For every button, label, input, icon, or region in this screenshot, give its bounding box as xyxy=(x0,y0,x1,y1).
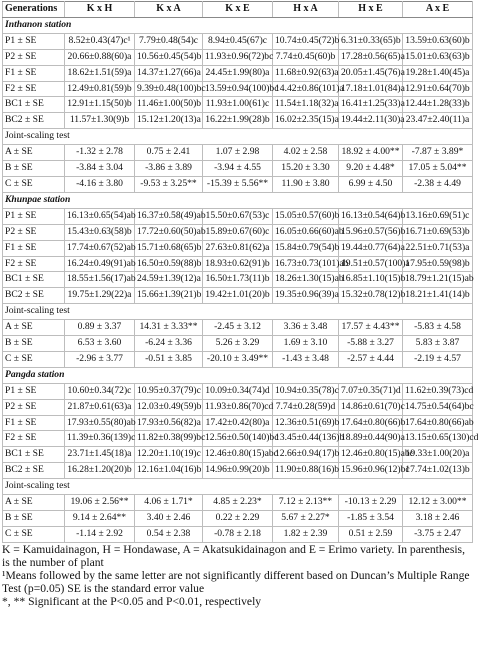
generation-label: BC1 ± SE xyxy=(3,97,65,113)
value-cell: 14.31 ± 3.33** xyxy=(135,320,203,336)
value-cell: 12.66±0.94(17)b xyxy=(273,447,339,463)
table-row xyxy=(3,511,473,527)
value-cell: 18.21±1.41(14)b xyxy=(403,288,473,304)
value-cell: 15.66±1.39(21)b xyxy=(135,288,203,304)
value-cell: 12.91±1.15(50)b xyxy=(65,97,135,113)
value-cell: -0.51 ± 3.85 xyxy=(135,351,203,367)
value-cell: 14.75±0.54(64)bc xyxy=(403,399,473,415)
table-row xyxy=(3,272,473,288)
value-cell: 10.95±0.37(79)c xyxy=(135,383,203,399)
value-cell: 19.44±0.77(64)a xyxy=(339,240,403,256)
generation-label: P2 ± SE xyxy=(3,224,65,240)
value-cell: 12.20±1.10(19)c xyxy=(135,447,203,463)
value-cell: 12.44±1.28(33)b xyxy=(403,97,473,113)
value-cell: 17.57 ± 4.43** xyxy=(339,320,403,336)
value-cell: 11.82±0.38(99)bc xyxy=(135,431,203,447)
table-row xyxy=(3,33,473,49)
footnote-duncan: ¹Means followed by the same letter are not significantly different based on Duncan’s Multiple Range Test (p=0.05) SE is the standard error value xyxy=(2,568,470,595)
value-cell: 14.96±0.99(20)b xyxy=(203,463,273,479)
value-cell: 10.56±0.45(54)b xyxy=(135,49,203,65)
table-row xyxy=(3,113,473,129)
value-cell: 13.59±0.94(100)bc xyxy=(203,81,273,97)
value-cell: 22.51±0.71(53)a xyxy=(403,240,473,256)
joint-scaling-heading: Joint-scaling test xyxy=(3,304,473,320)
value-cell: 12.56±0.50(140)bc xyxy=(203,431,273,447)
value-cell: 23.71±1.45(18)a xyxy=(65,447,135,463)
value-cell: 16.50±0.59(88)b xyxy=(135,256,203,272)
value-cell: 24.45±1.99(80)a xyxy=(203,65,273,81)
column-header: K x E xyxy=(203,2,273,18)
value-cell: -2.57 ± 4.44 xyxy=(339,351,403,367)
value-cell: 11.93±0.86(70)cd xyxy=(203,399,273,415)
generation-label: P2 ± SE xyxy=(3,399,65,415)
value-cell: -3.75 ± 2.47 xyxy=(403,526,473,542)
column-header: K x A xyxy=(135,2,203,18)
generation-label: BC2 ± SE xyxy=(3,288,65,304)
value-cell: 17.93±0.55(80)ab xyxy=(65,415,135,431)
station-title: Inthanon station xyxy=(3,17,473,33)
value-cell: 12.12 ± 3.00** xyxy=(403,495,473,511)
parameter-label: B ± SE xyxy=(3,336,65,352)
table-row xyxy=(3,145,473,161)
table-row xyxy=(3,447,473,463)
value-cell: 16.85±1.10(15)b xyxy=(339,272,403,288)
value-cell: -2.96 ± 3.77 xyxy=(65,351,135,367)
value-cell: 15.96±0.96(12)bc xyxy=(339,463,403,479)
table-row xyxy=(3,81,473,97)
table-row xyxy=(3,463,473,479)
value-cell: 12.16±1.04(16)b xyxy=(135,463,203,479)
value-cell: 5.67 ± 2.27* xyxy=(273,511,339,527)
value-cell: -1.32 ± 2.78 xyxy=(65,145,135,161)
value-cell: 21.87±0.61(63)a xyxy=(65,399,135,415)
footnote-abbreviations: K = Kamuidainagon, H = Hondawase, A = Akatsukidainagon and E = Erimo variety. In parenthesis, is the number of plant xyxy=(2,542,465,569)
value-cell: -10.13 ± 2.29 xyxy=(339,495,403,511)
value-cell: 15.71±0.68(65)b xyxy=(135,240,203,256)
value-cell: 6.31±0.33(65)b xyxy=(339,33,403,49)
value-cell: 15.50±0.67(53)c xyxy=(203,208,273,224)
value-cell: 15.12±1.20(13)a xyxy=(135,113,203,129)
value-cell: 20.66±0.88(60)a xyxy=(65,49,135,65)
value-cell: -1.43 ± 3.48 xyxy=(273,351,339,367)
generation-label: F1 ± SE xyxy=(3,415,65,431)
parameter-label: A ± SE xyxy=(3,145,65,161)
station-row xyxy=(3,17,473,33)
value-cell: 17.64±0.80(66)ab xyxy=(403,415,473,431)
value-cell: 16.13±0.65(54)ab xyxy=(65,208,135,224)
column-header: H x E xyxy=(339,2,403,18)
value-cell: 10.60±0.34(72)c xyxy=(65,383,135,399)
column-header: A x E xyxy=(403,2,473,18)
value-cell: 11.93±1.00(61)c xyxy=(203,97,273,113)
table-row xyxy=(3,240,473,256)
value-cell: 14.37±1.27(66)a xyxy=(135,65,203,81)
station-title: Khunpae station xyxy=(3,192,473,208)
header-row xyxy=(3,2,473,18)
results-table xyxy=(2,1,478,543)
value-cell: 15.32±0.78(12)b xyxy=(339,288,403,304)
generation-label: F2 ± SE xyxy=(3,431,65,447)
parameter-label: A ± SE xyxy=(3,320,65,336)
table-row xyxy=(3,431,473,447)
table-row xyxy=(3,97,473,113)
table-notes xyxy=(2,543,472,608)
value-cell: 19.75±1.29(22)a xyxy=(65,288,135,304)
value-cell: 19.42±1.01(20)b xyxy=(203,288,273,304)
value-cell: 4.85 ± 2.23* xyxy=(203,495,273,511)
generation-label: P2 ± SE xyxy=(3,49,65,65)
value-cell: -3.84 ± 3.04 xyxy=(65,161,135,177)
value-cell: -5.83 ± 4.58 xyxy=(403,320,473,336)
value-cell: 0.75 ± 2.41 xyxy=(135,145,203,161)
value-cell: 16.22±1.99(28)b xyxy=(203,113,273,129)
generation-label: P1 ± SE xyxy=(3,33,65,49)
table-row xyxy=(3,495,473,511)
joint-scaling-row xyxy=(3,479,473,495)
table-body xyxy=(3,17,478,542)
value-cell: 4.06 ± 1.71* xyxy=(135,495,203,511)
value-cell: 0.54 ± 2.38 xyxy=(135,526,203,542)
value-cell: 15.20 ± 3.30 xyxy=(273,161,339,177)
value-cell: 7.07±0.35(71)d xyxy=(339,383,403,399)
value-cell: 17.42±0.42(80)a xyxy=(203,415,273,431)
generation-label: F2 ± SE xyxy=(3,81,65,97)
table-row xyxy=(3,415,473,431)
value-cell: 3.18 ± 2.46 xyxy=(403,511,473,527)
value-cell: 10.74±0.45(72)b xyxy=(273,33,339,49)
value-cell: 17.74±1.02(13)b xyxy=(403,463,473,479)
value-cell: 1.07 ± 2.98 xyxy=(203,145,273,161)
joint-scaling-heading: Joint-scaling test xyxy=(3,129,473,145)
table-row xyxy=(3,176,473,192)
value-cell: 13.16±0.69(51)c xyxy=(403,208,473,224)
table-row xyxy=(3,526,473,542)
value-cell: 18.79±1.21(15)ab xyxy=(403,272,473,288)
value-cell: -2.45 ± 3.12 xyxy=(203,320,273,336)
value-cell: 3.36 ± 3.48 xyxy=(273,320,339,336)
parameter-label: C ± SE xyxy=(3,351,65,367)
generation-label: F2 ± SE xyxy=(3,256,65,272)
value-cell: 12.46±0.80(15)abc xyxy=(203,447,273,463)
value-cell: 16.24±0.49(91)ab xyxy=(65,256,135,272)
generation-label: F1 ± SE xyxy=(3,65,65,81)
parameter-label: A ± SE xyxy=(3,495,65,511)
generation-label: F1 ± SE xyxy=(3,240,65,256)
table-row xyxy=(3,49,473,65)
value-cell: -9.53 ± 3.25** xyxy=(135,176,203,192)
value-cell: 9.14 ± 2.64** xyxy=(65,511,135,527)
station-title: Pangda station xyxy=(3,367,473,383)
value-cell: 11.62±0.39(73)cd xyxy=(403,383,473,399)
value-cell: 19.06 ± 2.56** xyxy=(65,495,135,511)
generation-label: BC1 ± SE xyxy=(3,447,65,463)
value-cell: 16.50±1.73(11)b xyxy=(203,272,273,288)
value-cell: 0.22 ± 2.29 xyxy=(203,511,273,527)
value-cell: 17.93±0.56(82)a xyxy=(135,415,203,431)
value-cell: -2.19 ± 4.57 xyxy=(403,351,473,367)
value-cell: 11.90 ± 3.80 xyxy=(273,176,339,192)
table-row xyxy=(3,288,473,304)
value-cell: 16.41±1.25(33)a xyxy=(339,97,403,113)
value-cell: -1.14 ± 2.92 xyxy=(65,526,135,542)
generation-label: BC2 ± SE xyxy=(3,463,65,479)
value-cell: 18.62±1.51(59)a xyxy=(65,65,135,81)
value-cell: -4.16 ± 3.80 xyxy=(65,176,135,192)
value-cell: 8.94±0.45(67)c xyxy=(203,33,273,49)
generation-label: BC2 ± SE xyxy=(3,113,65,129)
value-cell: 18.92 ± 4.00** xyxy=(339,145,403,161)
value-cell: 11.54±1.18(32)a xyxy=(273,97,339,113)
table-row xyxy=(3,351,473,367)
value-cell: 15.05±0.57(60)b xyxy=(273,208,339,224)
value-cell: 16.13±0.54(64)b xyxy=(339,208,403,224)
value-cell: -3.86 ± 3.89 xyxy=(135,161,203,177)
value-cell: -1.85 ± 3.54 xyxy=(339,511,403,527)
value-cell: -20.10 ± 3.49** xyxy=(203,351,273,367)
station-row xyxy=(3,367,473,383)
parameter-label: C ± SE xyxy=(3,526,65,542)
table-row xyxy=(3,161,473,177)
value-cell: 23.47±2.40(11)a xyxy=(403,113,473,129)
value-cell: 15.01±0.63(63)b xyxy=(403,49,473,65)
value-cell: 19.33±1.00(20)a xyxy=(403,447,473,463)
value-cell: 7.74±0.45(60)b xyxy=(273,49,339,65)
value-cell: 15.89±0.67(60)c xyxy=(203,224,273,240)
value-cell: -3.94 ± 4.55 xyxy=(203,161,273,177)
table-row xyxy=(3,399,473,415)
value-cell: 18.26±1.30(15)ab xyxy=(273,272,339,288)
value-cell: 18.93±0.62(91)b xyxy=(203,256,273,272)
value-cell: 19.51±0.57(100)a xyxy=(339,256,403,272)
value-cell: 16.02±2.35(15)a xyxy=(273,113,339,129)
value-cell: 13.15±0.65(130)cd xyxy=(403,431,473,447)
value-cell: 15.43±0.63(58)b xyxy=(65,224,135,240)
value-cell: 16.71±0.69(53)b xyxy=(403,224,473,240)
value-cell: 20.05±1.45(76)a xyxy=(339,65,403,81)
generation-label: P1 ± SE xyxy=(3,208,65,224)
value-cell: 13.45±0.44(136)b xyxy=(273,431,339,447)
value-cell: 1.82 ± 2.39 xyxy=(273,526,339,542)
value-cell: 6.53 ± 3.60 xyxy=(65,336,135,352)
value-cell: 12.03±0.49(59)b xyxy=(135,399,203,415)
value-cell: 11.57±1.30(9)b xyxy=(65,113,135,129)
value-cell: -2.38 ± 4.49 xyxy=(403,176,473,192)
value-cell: 12.36±0.51(69)b xyxy=(273,415,339,431)
value-cell: 7.79±0.48(54)c xyxy=(135,33,203,49)
value-cell: 17.05 ± 5.04** xyxy=(403,161,473,177)
value-cell: 9.20 ± 4.48* xyxy=(339,161,403,177)
value-cell: 12.46±0.80(15)abc xyxy=(339,447,403,463)
value-cell: 12.49±0.81(59)b xyxy=(65,81,135,97)
value-cell: 10.94±0.35(78)c xyxy=(273,383,339,399)
value-cell: 11.39±0.36(139)c xyxy=(65,431,135,447)
value-cell: 12.91±0.64(70)b xyxy=(403,81,473,97)
value-cell: 11.46±1.00(50)b xyxy=(135,97,203,113)
table-row xyxy=(3,208,473,224)
value-cell: 18.55±1.56(17)ab xyxy=(65,272,135,288)
value-cell: -0.78 ± 2.18 xyxy=(203,526,273,542)
value-cell: 7.74±0.28(59)d xyxy=(273,399,339,415)
footnote-significance: *, ** Significant at the P<0.05 and P<0.01, respectively xyxy=(2,594,262,608)
value-cell: 4.02 ± 2.58 xyxy=(273,145,339,161)
value-cell: 16.05±0.66(60)ab xyxy=(273,224,339,240)
value-cell: 17.28±0.56(65)a xyxy=(339,49,403,65)
generation-label: BC1 ± SE xyxy=(3,272,65,288)
value-cell: -15.39 ± 5.56** xyxy=(203,176,273,192)
value-cell: 24.59±1.39(12)a xyxy=(135,272,203,288)
value-cell: 19.35±0.96(39)a xyxy=(273,288,339,304)
column-header: K x H xyxy=(65,2,135,18)
parameter-label: B ± SE xyxy=(3,511,65,527)
value-cell: 11.90±0.88(16)b xyxy=(273,463,339,479)
value-cell: 13.59±0.63(60)b xyxy=(403,33,473,49)
value-cell: 15.96±0.57(56)b xyxy=(339,224,403,240)
parameter-label: B ± SE xyxy=(3,161,65,177)
value-cell: 0.51 ± 2.59 xyxy=(339,526,403,542)
table-row xyxy=(3,256,473,272)
generation-label: P1 ± SE xyxy=(3,383,65,399)
value-cell: -5.88 ± 3.27 xyxy=(339,336,403,352)
value-cell: 27.63±0.81(62)a xyxy=(203,240,273,256)
table-row xyxy=(3,336,473,352)
station-row xyxy=(3,192,473,208)
value-cell: 17.74±0.67(52)ab xyxy=(65,240,135,256)
table-row xyxy=(3,383,473,399)
value-cell: -6.24 ± 3.36 xyxy=(135,336,203,352)
value-cell: 16.37±0.58(49)ab xyxy=(135,208,203,224)
value-cell: 8.52±0.43(47)c¹ xyxy=(65,33,135,49)
value-cell: 11.93±0.96(72)bc xyxy=(203,49,273,65)
value-cell: 0.89 ± 3.37 xyxy=(65,320,135,336)
value-cell: 14.86±0.61(70)c xyxy=(339,399,403,415)
value-cell: 16.73±0.73(101)ab xyxy=(273,256,339,272)
joint-scaling-row xyxy=(3,304,473,320)
value-cell: 17.95±0.59(98)b xyxy=(403,256,473,272)
value-cell: 17.72±0.60(50)ab xyxy=(135,224,203,240)
value-cell: 14.42±0.86(101)a xyxy=(273,81,339,97)
value-cell: 6.99 ± 4.50 xyxy=(339,176,403,192)
table-row xyxy=(3,320,473,336)
table-row xyxy=(3,224,473,240)
value-cell: 3.40 ± 2.46 xyxy=(135,511,203,527)
table-row xyxy=(3,65,473,81)
value-cell: 16.28±1.20(20)b xyxy=(65,463,135,479)
column-header: Generations xyxy=(3,2,65,18)
value-cell: 17.64±0.80(66)b xyxy=(339,415,403,431)
parameter-label: C ± SE xyxy=(3,176,65,192)
value-cell: 11.68±0.92(63)a xyxy=(273,65,339,81)
value-cell: 18.89±0.44(90)a xyxy=(339,431,403,447)
value-cell: 5.83 ± 3.87 xyxy=(403,336,473,352)
column-header: H x A xyxy=(273,2,339,18)
joint-scaling-row xyxy=(3,129,473,145)
value-cell: 10.09±0.34(74)d xyxy=(203,383,273,399)
value-cell: 1.69 ± 3.10 xyxy=(273,336,339,352)
value-cell: 7.12 ± 2.13** xyxy=(273,495,339,511)
value-cell: 17.18±1.01(84)a xyxy=(339,81,403,97)
joint-scaling-heading: Joint-scaling test xyxy=(3,479,473,495)
value-cell: -7.87 ± 3.89* xyxy=(403,145,473,161)
value-cell: 15.84±0.79(54)b xyxy=(273,240,339,256)
value-cell: 9.39±0.48(100)bc xyxy=(135,81,203,97)
value-cell: 19.28±1.40(45)a xyxy=(403,65,473,81)
value-cell: 19.44±2.11(30)a xyxy=(339,113,403,129)
value-cell: 5.26 ± 3.29 xyxy=(203,336,273,352)
